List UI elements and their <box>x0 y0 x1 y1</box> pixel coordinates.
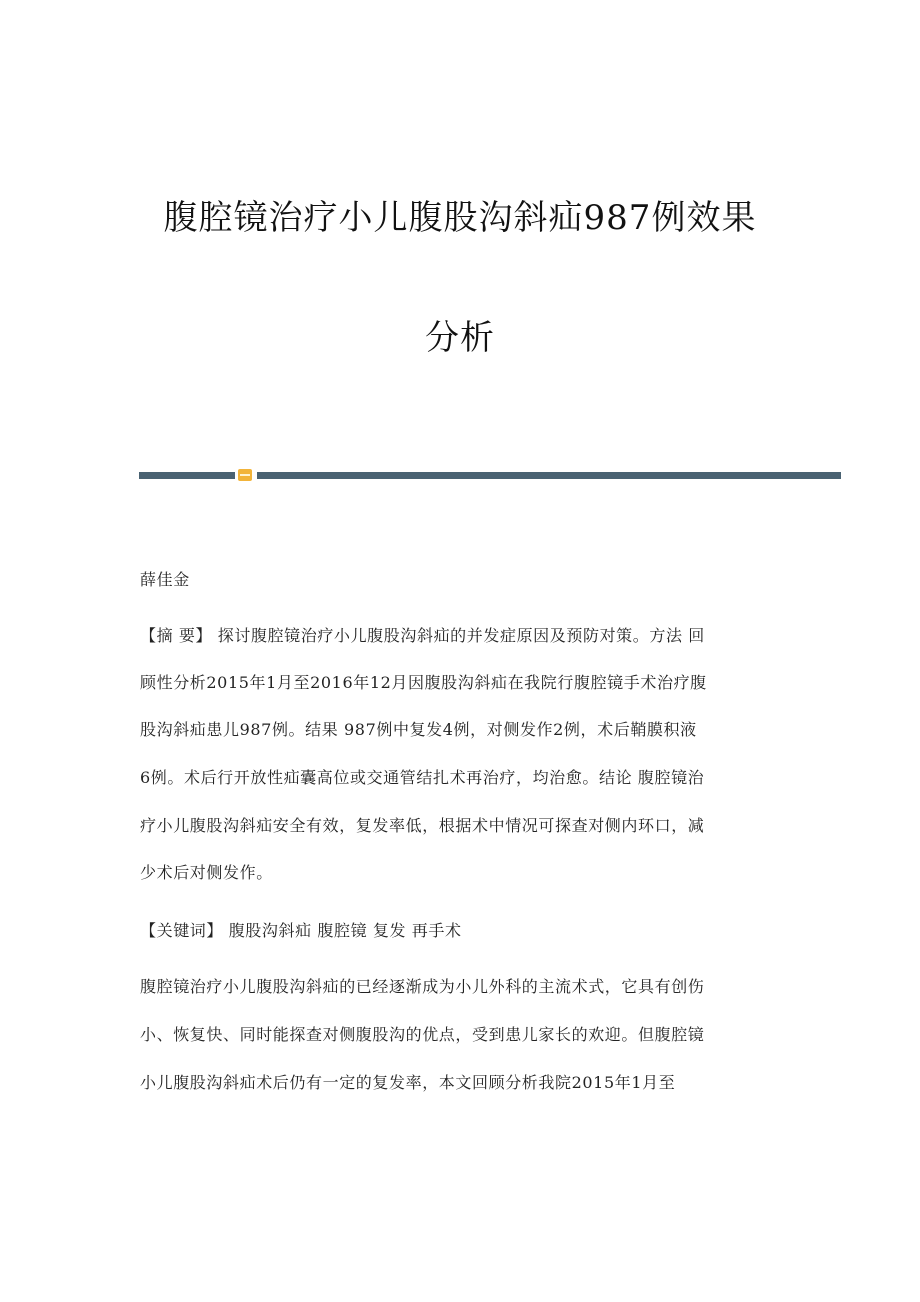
abstract-line-4: 6例。术后行开放性疝囊高位或交通管结扎术再治疗，均治愈。结论 腹腔镜治 <box>140 768 705 787</box>
keywords-line <box>140 923 780 939</box>
abstract-line-5: 疗小儿腹股沟斜疝安全有效，复发率低，根据术中情况可探查对侧内环口，减 <box>140 816 705 835</box>
abstract-line-6: 少术后对侧发作。 <box>140 863 273 882</box>
abstract-label: 【摘 要】 <box>140 626 213 645</box>
body-line-1: 腹腔镜治疗小儿腹股沟斜疝的已经逐渐成为小儿外科的主流术式，它具有创伤 <box>140 977 705 996</box>
divider-bar-left <box>139 472 235 479</box>
abstract-text-line: 探讨腹腔镜治疗小儿腹股沟斜疝的并发症原因及预防对策。方法 回 <box>217 626 705 645</box>
abstract-line-2: 顾性分析2015年1月至2016年12月因腹股沟斜疝在我院行腹腔镜手术治疗腹 <box>140 673 707 692</box>
body-line-2: 小、恢复快、同时能探查对侧腹股沟的优点，受到患儿家长的欢迎。但腹腔镜 <box>140 1025 705 1044</box>
body-line-3: 小儿腹股沟斜疝术后仍有一定的复发率，本文回顾分析我院2015年1月至 <box>140 1073 676 1092</box>
author-name: 薛佳金 <box>140 570 190 589</box>
divider-bar-right <box>257 472 841 479</box>
divider-emblem-icon <box>238 469 252 481</box>
keywords-label: 【关键词】 <box>140 921 224 940</box>
title-line-2: 分析 <box>425 318 495 358</box>
keywords-text: 腹股沟斜疝 腹腔镜 复发 再手术 <box>228 921 462 940</box>
abstract-line-1 <box>140 628 780 644</box>
title-line-1: 腹腔镜治疗小儿腹股沟斜疝987例效果 <box>163 198 757 238</box>
abstract-line-3: 股沟斜疝患儿987例。结果 987例中复发4例，对侧发作2例，术后鞘膜积液 <box>140 720 697 739</box>
title-divider <box>139 469 841 481</box>
